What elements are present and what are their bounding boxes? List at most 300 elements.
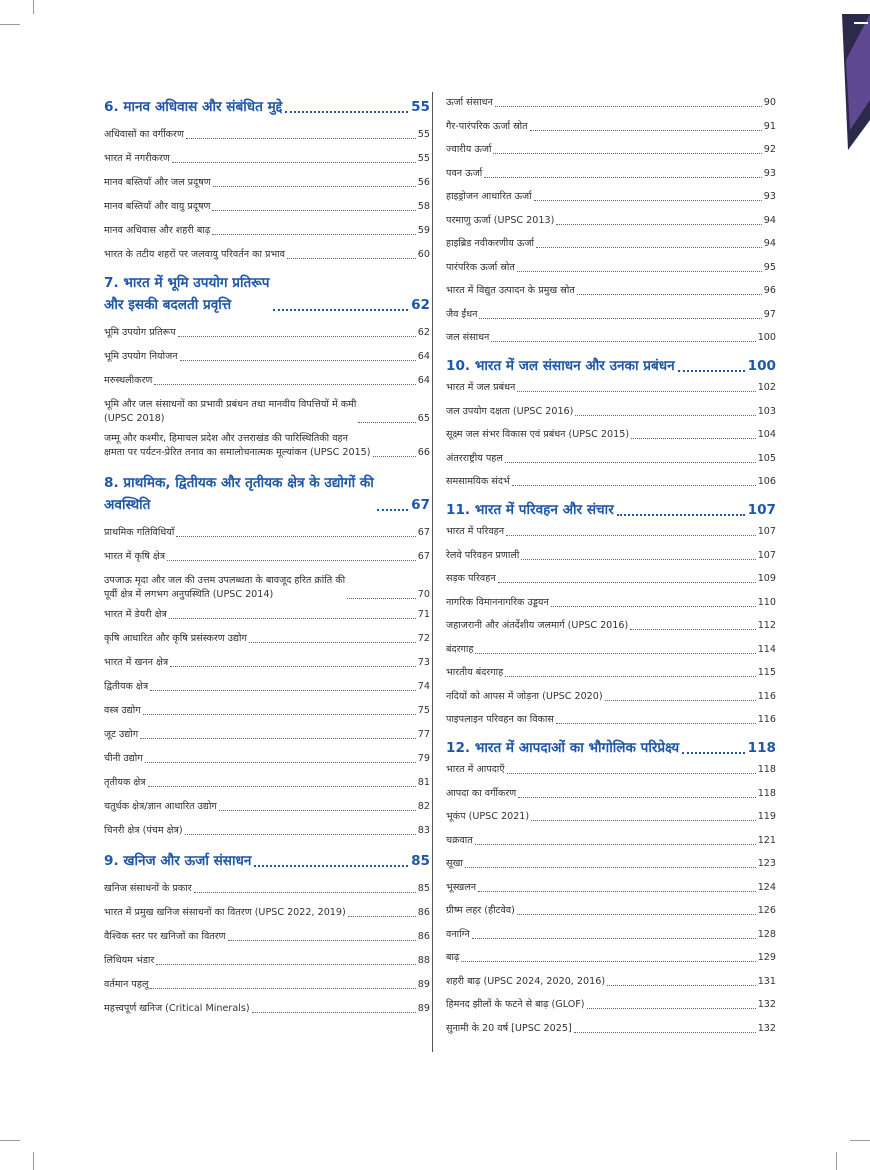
entry-title: वैश्विक स्तर पर खनिजों का वितरण — [104, 931, 226, 942]
toc-entry[interactable] — [446, 261, 776, 275]
entry-title: चिनरी क्षेत्र (पंचम क्षेत्र) — [104, 825, 183, 836]
toc-entry[interactable] — [104, 680, 430, 694]
entry-page: 56 — [417, 177, 430, 188]
toc-entry[interactable] — [446, 1022, 776, 1036]
toc-entry[interactable] — [446, 190, 776, 204]
entry-title: तृतीयक क्षेत्र — [104, 777, 146, 788]
crop-mark — [0, 24, 20, 25]
chapter-heading[interactable] — [104, 850, 430, 872]
chapter-heading[interactable] — [446, 355, 776, 377]
toc-entry[interactable] — [104, 152, 430, 166]
toc-entry[interactable] — [446, 525, 776, 539]
dot-leader — [156, 964, 416, 965]
chapter-page: 62 — [411, 297, 430, 313]
crop-mark — [33, 1152, 34, 1170]
dot-leader — [534, 200, 762, 201]
toc-entry[interactable] — [446, 666, 776, 680]
toc-entry[interactable] — [446, 928, 776, 942]
chapter-title: 9. खनिज और ऊर्जा संसाधन — [104, 853, 252, 869]
dot-leader — [605, 700, 756, 701]
entry-title: हाइड्रोजन आधारित ऊर्जा — [446, 191, 532, 202]
entry-page: 89 — [417, 1003, 430, 1014]
entry-page: 107 — [757, 549, 776, 561]
entry-page: 58 — [417, 201, 430, 212]
entry-page: 93 — [763, 167, 776, 179]
entry-title: सूक्ष्म जल संभर विकास एवं प्रबंधन (UPSC 2015) — [446, 429, 630, 440]
chapter-title: 7. भारत में भूमि उपयोग प्रतिरूप और इसकी बदलती प्रवृत्ति — [104, 275, 270, 313]
toc-entry[interactable] — [446, 713, 776, 727]
entry-page: 81 — [417, 777, 430, 788]
dot-leader — [212, 210, 415, 211]
dot-leader — [186, 138, 416, 139]
entry-page: 55 — [417, 129, 430, 140]
dot-leader — [377, 509, 408, 511]
dot-leader — [506, 535, 756, 536]
chapter-heading[interactable] — [104, 472, 430, 516]
entry-title: वनाग्नि — [446, 928, 470, 940]
dot-leader — [518, 797, 755, 798]
dot-leader — [185, 834, 416, 835]
entry-page: 118 — [757, 764, 776, 775]
dot-leader — [551, 606, 756, 607]
dot-leader — [348, 916, 416, 917]
entry-title: ऊर्जा संसाधन — [446, 97, 493, 108]
toc-entry[interactable] — [446, 690, 776, 704]
entry-page: 59 — [417, 225, 430, 236]
entry-page: 66 — [417, 447, 430, 458]
chapter-title: 12. भारत में आपदाओं का भौगोलिक परिप्रेक्ष्य — [446, 740, 680, 756]
entry-page: 124 — [757, 881, 776, 893]
entry-title: भूकंप (UPSC 2021) — [446, 811, 530, 822]
dot-leader — [556, 723, 756, 724]
toc-entry[interactable] — [104, 398, 430, 426]
entry-page: 116 — [757, 714, 776, 725]
dot-leader — [252, 1012, 416, 1013]
chapter-page: 118 — [747, 740, 776, 756]
toc-entry[interactable] — [104, 432, 430, 460]
entry-page: 73 — [417, 657, 430, 668]
dot-leader — [287, 258, 416, 259]
entry-page: 82 — [417, 801, 430, 812]
dot-leader — [617, 514, 745, 516]
entry-title: ग्रीष्म लहर (हीटवेव) — [446, 905, 515, 916]
entry-page: 74 — [417, 681, 430, 692]
toc-entry[interactable] — [104, 608, 430, 622]
toc-entry[interactable] — [104, 550, 430, 564]
entry-page: 102 — [757, 382, 776, 393]
entry-page: 55 — [417, 153, 430, 164]
toc-entry[interactable] — [446, 904, 776, 918]
toc-entry[interactable] — [446, 143, 776, 157]
entry-title: भारत में प्रमुख खनिज संसाधनों का वितरण (UPSC 2022, 2019) — [104, 907, 346, 918]
toc-entry[interactable] — [446, 167, 776, 181]
entry-title: रेलवे परिवहन प्रणाली — [446, 549, 520, 561]
entry-title: जैव ईंधन — [446, 308, 478, 320]
dot-leader — [140, 738, 416, 739]
entry-page: 85 — [417, 883, 430, 894]
toc-entry[interactable] — [104, 656, 430, 670]
dot-leader — [154, 384, 415, 385]
entry-page: 96 — [763, 285, 776, 296]
dot-leader — [531, 820, 756, 821]
toc-entry[interactable] — [104, 776, 430, 790]
entry-page: 132 — [757, 1022, 776, 1034]
dot-leader — [228, 940, 416, 941]
entry-title: भारत में कृषि क्षेत्र — [104, 551, 166, 562]
chapter-title: 6. मानव अधिवास और संबंधित मुद्दे — [104, 99, 283, 115]
entry-page: 89 — [417, 979, 430, 990]
entry-page: 62 — [417, 327, 430, 338]
toc-entry[interactable] — [104, 574, 430, 602]
crop-mark — [33, 0, 34, 14]
toc-entry[interactable] — [104, 906, 430, 920]
toc-entry[interactable] — [446, 549, 776, 563]
entry-page: 112 — [757, 620, 776, 631]
toc-entry[interactable] — [104, 248, 430, 262]
dot-leader — [373, 456, 416, 457]
entry-title: सूखा — [446, 858, 463, 869]
dot-leader — [493, 153, 761, 154]
entry-page: 114 — [757, 643, 776, 655]
dot-leader — [285, 111, 408, 113]
entry-title: भूमि उपयोग प्रतिरूप — [104, 327, 176, 338]
toc-entry[interactable] — [104, 374, 430, 388]
entry-page: 70 — [417, 589, 430, 600]
toc-entry[interactable] — [446, 96, 776, 110]
dot-leader — [213, 186, 416, 187]
chapter-title: 8. प्राथमिक, द्वितीयक और तृतीयक क्षेत्र के उद्योगों की अवस्थिति — [104, 475, 374, 513]
entry-page: 86 — [417, 931, 430, 942]
chapter-heading[interactable] — [104, 272, 430, 316]
toc-entry[interactable] — [104, 350, 430, 364]
toc-right-column — [446, 96, 776, 1036]
toc-entry[interactable] — [446, 975, 776, 989]
toc-entry[interactable] — [446, 452, 776, 466]
dot-leader — [512, 485, 756, 486]
toc-entry[interactable] — [446, 214, 776, 228]
dot-leader — [479, 318, 761, 319]
dot-leader — [178, 336, 416, 337]
entry-page: 104 — [757, 429, 776, 440]
chapter-page: 100 — [747, 358, 776, 374]
dot-leader — [212, 234, 416, 235]
toc-entry[interactable] — [446, 857, 776, 871]
entry-page: 109 — [757, 573, 776, 584]
toc-entry[interactable] — [104, 128, 430, 142]
entry-title: मरुस्थलीकरण — [104, 375, 153, 386]
entry-page: 129 — [757, 952, 776, 963]
toc-entry[interactable] — [446, 998, 776, 1012]
toc-entry[interactable] — [104, 954, 430, 968]
toc-entry[interactable] — [446, 596, 776, 610]
dot-leader — [607, 985, 756, 986]
dot-leader — [273, 309, 409, 311]
toc-entry[interactable] — [446, 308, 776, 322]
dot-leader — [556, 224, 761, 225]
toc-entry[interactable] — [104, 930, 430, 944]
entry-page: 132 — [757, 999, 776, 1010]
dot-leader — [219, 810, 416, 811]
entry-page: 121 — [757, 834, 776, 846]
crop-mark — [836, 1152, 837, 1170]
dot-leader — [517, 391, 755, 392]
entry-title: हाइब्रिड नवीकरणीय ऊर्जा — [446, 238, 535, 249]
entry-title: भारत में डेयरी क्षेत्र — [104, 609, 167, 620]
dot-leader — [505, 676, 755, 677]
toc-entry[interactable] — [446, 763, 776, 777]
toc-entry[interactable] — [446, 881, 776, 895]
chapter-heading[interactable] — [446, 737, 776, 759]
dot-leader — [682, 752, 745, 754]
entry-page: 128 — [757, 928, 776, 940]
dot-leader — [145, 762, 416, 763]
dot-leader — [577, 294, 762, 295]
entry-page: 123 — [757, 858, 776, 869]
toc-entry[interactable] — [446, 120, 776, 134]
entry-title: पाइपलाइन परिवहन का विकास — [446, 714, 554, 725]
dot-leader — [465, 867, 756, 868]
toc-entry[interactable] — [446, 619, 776, 633]
chapter-heading[interactable] — [446, 499, 776, 521]
dot-leader — [254, 865, 408, 867]
entry-page: 92 — [763, 144, 776, 155]
entry-title: जहाजरानी और अंतर्देशीय जलमार्ग (UPSC 2016) — [446, 620, 629, 631]
entry-page: 115 — [757, 667, 776, 678]
entry-title: जल उपयोग दक्षता (UPSC 2016) — [446, 405, 574, 417]
entry-page: 105 — [757, 452, 776, 464]
toc-entry[interactable] — [446, 643, 776, 657]
toc-entry[interactable] — [446, 787, 776, 801]
toc-entry[interactable] — [104, 526, 430, 540]
dot-leader — [478, 891, 756, 892]
entry-title: भारत में परिवहन — [446, 526, 505, 537]
entry-title: समसामयिक संदर्भ — [446, 476, 510, 487]
entry-page: 131 — [757, 975, 776, 987]
entry-title: परमाणु ऊर्जा (UPSC 2013) — [446, 214, 555, 226]
entry-page: 97 — [763, 308, 776, 320]
entry-title: आपदा का वर्गीकरण — [446, 787, 517, 799]
entry-title: वस्त्र उद्योग — [104, 705, 141, 716]
entry-page: 106 — [757, 476, 776, 487]
entry-page: 110 — [757, 596, 776, 608]
dot-leader — [150, 988, 415, 989]
dot-leader — [176, 536, 415, 537]
entry-title: शहरी बाढ़ (UPSC 2024, 2020, 2016) — [446, 975, 606, 987]
entry-title: प्राथमिक गतिविधियाँ — [104, 527, 175, 538]
toc-entry[interactable] — [104, 1002, 430, 1016]
dot-leader — [475, 844, 756, 845]
toc-entry[interactable] — [104, 728, 430, 742]
entry-title: जल संसाधन — [446, 332, 490, 343]
crop-mark — [0, 1140, 20, 1141]
entry-page: 103 — [757, 405, 776, 417]
entry-page: 60 — [417, 249, 430, 260]
chapter-title: 10. भारत में जल संसाधन और उनका प्रबंधन — [446, 358, 675, 374]
entry-page: 75 — [417, 705, 430, 716]
dot-leader — [517, 271, 762, 272]
dot-leader — [169, 618, 416, 619]
dot-leader — [587, 1008, 756, 1009]
entry-page: 118 — [757, 787, 776, 799]
entry-title: गैर-पारंपरिक ऊर्जा स्रोत — [446, 120, 528, 132]
entry-page: 116 — [757, 690, 776, 702]
entry-page: 71 — [417, 609, 430, 620]
entry-page: 94 — [763, 214, 776, 226]
entry-title: द्वितीयक क्षेत्र — [104, 681, 149, 692]
entry-page: 119 — [757, 811, 776, 822]
entry-title: पारंपरिक ऊर्जा स्रोत — [446, 261, 515, 273]
entry-title: कृषि आधारित और कृषि प्रसंस्करण उद्योग — [104, 633, 247, 644]
chapter-page: 67 — [411, 497, 430, 513]
entry-title: उपजाऊ मृदा और जल की उत्तम उपलब्धता के बावजूद हरित क्रांति की पूर्वी क्षेत्र में लगभग अनुपस्थिति (UPSC 2014) — [104, 575, 346, 600]
entry-title: भूमि और जल संसाधनों का प्रभावी प्रबंधन तथा मानवीय विपत्तियों में कमी (UPSC 2018) — [104, 399, 357, 424]
entry-title: खनिज संसाधनों के प्रकार — [104, 883, 192, 894]
chapter-title: 11. भारत में परिवहन और संचार — [446, 502, 614, 518]
entry-title: बंदरगाह — [446, 643, 474, 655]
entry-title: चतुर्थक क्षेत्र/ज्ञान आधारित उद्योग — [104, 801, 217, 812]
dot-leader — [678, 370, 745, 372]
toc-entry[interactable] — [446, 428, 776, 442]
entry-page: 67 — [417, 551, 430, 562]
dot-leader — [574, 1032, 756, 1033]
toc-entry[interactable] — [446, 572, 776, 586]
dot-leader — [150, 690, 416, 691]
entry-title: मानव बस्तियाँ और वायु प्रदूषण — [104, 201, 211, 212]
toc-entry[interactable] — [104, 882, 430, 896]
chapter-page: 85 — [411, 853, 430, 869]
toc-entry[interactable] — [104, 704, 430, 718]
dot-leader — [472, 938, 756, 939]
entry-title: भूमि उपयोग नियोजन — [104, 351, 178, 362]
entry-title: सड़क परिवहन — [446, 573, 496, 584]
entry-title: भारत के तटीय शहरों पर जलवायु परिवर्तन का प्रभाव — [104, 249, 286, 260]
entry-page: 100 — [757, 332, 776, 343]
chapter-heading[interactable] — [104, 96, 430, 118]
dot-leader — [498, 582, 756, 583]
dot-leader — [484, 177, 761, 178]
toc-entry[interactable] — [446, 475, 776, 489]
toc-entry[interactable] — [446, 284, 776, 298]
toc-entry[interactable] — [446, 951, 776, 965]
chapter-page: 55 — [411, 99, 430, 115]
entry-title: भूस्खलन — [446, 881, 477, 893]
dot-leader — [172, 162, 416, 163]
entry-title: भारतीय बंदरगाह — [446, 667, 504, 678]
entry-page: 83 — [417, 825, 430, 836]
entry-title: सुनामी के 20 वर्ष [UPSC 2025] — [446, 1022, 572, 1034]
entry-page: 64 — [417, 351, 430, 362]
dot-leader — [491, 341, 755, 342]
entry-title: अंतरराष्ट्रीय पहल — [446, 452, 503, 464]
toc-entry[interactable] — [104, 176, 430, 190]
entry-title: वर्तमान पहलू — [104, 979, 149, 990]
entry-page: 90 — [763, 97, 776, 108]
dot-leader — [517, 914, 756, 915]
entry-page: 94 — [763, 238, 776, 249]
entry-page: 93 — [763, 191, 776, 202]
dot-leader — [505, 462, 756, 463]
entry-title: ज्वारीय ऊर्जा — [446, 144, 492, 155]
toc-entry[interactable] — [104, 632, 430, 646]
entry-title: चक्रवात — [446, 834, 473, 846]
toc-entry[interactable] — [104, 326, 430, 340]
entry-title: लिथियम भंडार — [104, 955, 155, 966]
entry-page: 91 — [763, 120, 776, 132]
crop-mark — [850, 1140, 870, 1141]
toc-entry[interactable] — [104, 824, 430, 838]
entry-title: मानव बस्तियाँ और जल प्रदूषण — [104, 177, 211, 188]
entry-title: हिमनद झीलों के फटने से बाढ़ (GLOF) — [446, 999, 585, 1010]
dot-leader — [536, 247, 762, 248]
toc-entry[interactable] — [104, 224, 430, 238]
toc-entry[interactable] — [446, 237, 776, 251]
toc-entry[interactable] — [446, 405, 776, 419]
toc-entry[interactable] — [104, 800, 430, 814]
toc-entry[interactable] — [446, 331, 776, 345]
toc-entry[interactable] — [446, 381, 776, 395]
entry-page: 79 — [417, 753, 430, 764]
dot-leader — [631, 438, 756, 439]
entry-title: महत्त्वपूर्ण खनिज (Critical Minerals) — [104, 1003, 250, 1014]
dot-leader — [507, 773, 756, 774]
toc-entry[interactable] — [104, 752, 430, 766]
entry-page: 126 — [757, 905, 776, 916]
entry-title: चीनी उद्योग — [104, 753, 143, 764]
dot-leader — [495, 106, 762, 107]
toc-entry[interactable] — [446, 834, 776, 848]
entry-title: नदियों को आपस में जोड़ना (UPSC 2020) — [446, 690, 603, 702]
entry-page: 88 — [417, 955, 430, 966]
entry-page: 72 — [417, 633, 430, 644]
column-divider — [432, 92, 433, 1052]
entry-title: जम्मू और कश्मीर, हिमाचल प्रदेश और उत्तराखंड की पारिस्थितिकी वहन क्षमता पर पर्यटन-प्रेरित तनाव का समालोचनात्मक मूल्यांकन (UPSC 2015) — [104, 433, 371, 458]
dot-leader — [630, 629, 755, 630]
dot-leader — [180, 360, 416, 361]
dot-leader — [194, 892, 416, 893]
dot-leader — [530, 130, 762, 131]
entry-page: 64 — [417, 375, 430, 386]
entry-title: भारत में आपदाएँ — [446, 764, 505, 775]
entry-title: नागरिक विमाननागरिक उड्डयन — [446, 596, 549, 608]
entry-page: 67 — [417, 527, 430, 538]
entry-title: भारत में खनन क्षेत्र — [104, 657, 169, 668]
corner-ribbon — [828, 0, 870, 150]
toc-entry[interactable] — [104, 200, 430, 214]
dot-leader — [148, 786, 416, 787]
dot-leader — [143, 714, 416, 715]
dot-leader — [347, 598, 416, 599]
entry-page: 77 — [417, 729, 430, 740]
entry-page: 86 — [417, 907, 430, 918]
toc-entry[interactable] — [446, 810, 776, 824]
entry-title: अधिवासों का वर्गीकरण — [104, 129, 184, 140]
toc-entry[interactable] — [104, 978, 430, 992]
entry-title: बाढ़ — [446, 952, 460, 963]
dot-leader — [170, 666, 416, 667]
dot-leader — [575, 415, 755, 416]
entry-title: पवन ऊर्जा — [446, 167, 483, 179]
entry-title: भारत में जल प्रबंधन — [446, 382, 516, 393]
dot-leader — [167, 560, 416, 561]
entry-title: भारत में नगरीकरण — [104, 153, 170, 164]
dot-leader — [461, 961, 755, 962]
dot-leader — [249, 642, 416, 643]
entry-page: 107 — [757, 526, 776, 537]
toc-left-column — [104, 96, 430, 1016]
dot-leader — [358, 422, 415, 423]
entry-title: जूट उद्योग — [104, 729, 139, 740]
entry-page: 95 — [763, 261, 776, 273]
